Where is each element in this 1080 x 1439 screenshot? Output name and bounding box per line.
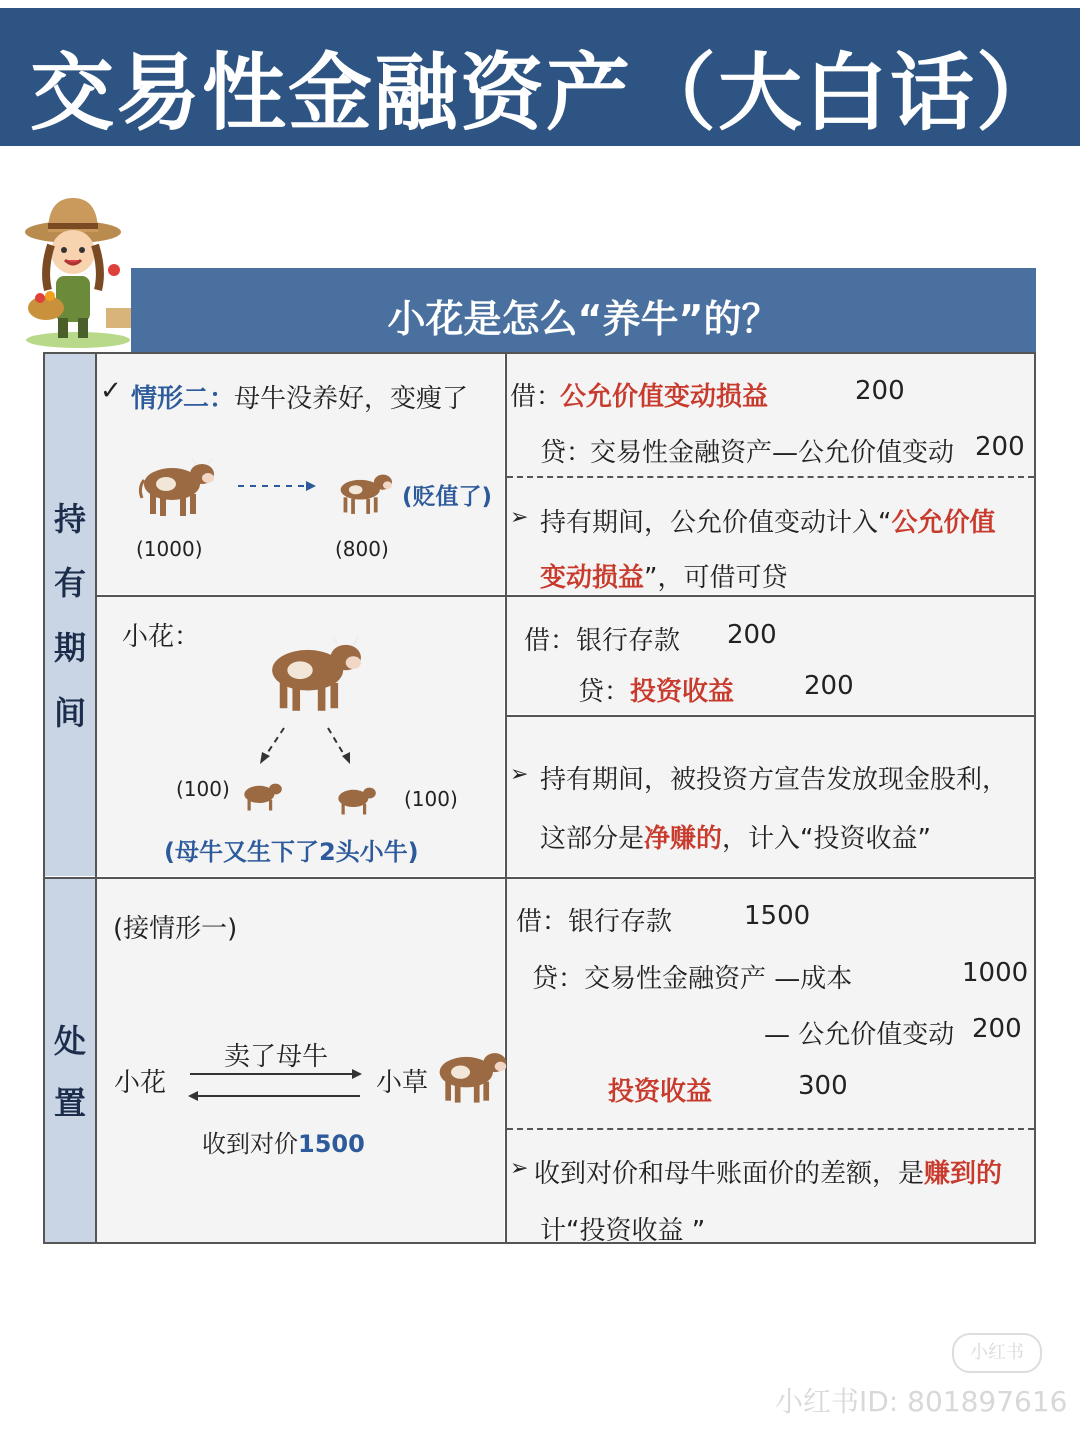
dashed-divider <box>507 476 1034 478</box>
sale-action: 卖了母牛 <box>224 1042 329 1072</box>
page-title: 交易性金融资产（大白话） <box>30 44 1063 142</box>
credit3-amount: 300 <box>798 1071 848 1101</box>
credit2-account: — 公允价值变动 <box>764 1020 955 1050</box>
credit-prefix: 贷： <box>532 964 585 994</box>
calf-left-value: (100) <box>176 777 230 801</box>
debit-prefix: 借： <box>524 626 577 656</box>
dashed-arrow-icon <box>236 478 318 494</box>
debit-prefix: 借： <box>516 907 569 937</box>
calf-icon <box>240 778 284 814</box>
credit-account: 投资收益 <box>630 677 735 707</box>
credit-amount: 200 <box>804 671 854 701</box>
explain-line: 变动损益”，可借可贷 <box>540 563 788 593</box>
explain-line: 这部分是净赚的，计入“投资收益” <box>540 824 931 854</box>
divider <box>95 595 1036 597</box>
thin-cow-icon <box>333 466 395 518</box>
explain-line: 持有期间，被投资方宣告发放现金股利， <box>540 765 1009 795</box>
debit-account: 银行存款 <box>576 626 681 656</box>
credit-account: 交易性金融资产 —成本 <box>584 964 853 994</box>
buyer-label: 小草 <box>376 1068 429 1098</box>
check-icon: ✓ <box>100 376 122 406</box>
debit-account: 公允价值变动损益 <box>560 382 769 412</box>
debit-prefix: 借： <box>510 382 563 412</box>
watermark-id: 小红书ID: 801897616 <box>775 1385 1068 1418</box>
credit-amount: 1000 <box>962 958 1029 988</box>
divider <box>95 352 97 1244</box>
calves-caption: (母牛又生下了2头小牛) <box>164 838 419 866</box>
seller-label: 小花 <box>114 1068 167 1098</box>
watermark-badge: 小红书 <box>952 1333 1042 1373</box>
debit-amount: 1500 <box>744 901 811 931</box>
divider <box>505 352 507 1244</box>
explain-line: 持有期间，公允价值变动计入“公允价值 <box>540 508 996 538</box>
side-label-char: 持 <box>53 500 86 538</box>
received-line: 收到对价1500 <box>202 1130 365 1158</box>
explain-line: 收到对价和母牛账面价的差额，是赚到的 <box>534 1159 1003 1189</box>
side-label-char: 处 <box>53 1022 86 1060</box>
credit-prefix: 贷： <box>540 438 593 468</box>
side-holding-period <box>45 354 95 876</box>
credit-amount: 200 <box>975 432 1025 462</box>
credit-prefix: 贷： <box>578 677 631 707</box>
divider <box>43 877 1036 879</box>
cow-value-after: (800) <box>335 537 389 561</box>
exchange-arrows-icon <box>184 1064 366 1104</box>
cow-icon <box>136 454 218 520</box>
calf-icon <box>334 782 378 818</box>
dashed-divider <box>507 1128 1034 1130</box>
debit-account: 银行存款 <box>568 907 673 937</box>
side-disposal <box>45 879 95 1242</box>
title-banner <box>0 8 1080 146</box>
calf-right-value: (100) <box>404 787 458 811</box>
depreciation-note: (贬值了) <box>402 484 493 510</box>
farmer-girl-illustration <box>18 190 138 350</box>
case2-description: 母牛没养好，变瘦了 <box>234 384 469 414</box>
debit-amount: 200 <box>855 376 905 406</box>
mother-cow-icon <box>262 632 366 716</box>
split-arrows-icon <box>256 724 356 766</box>
credit2-amount: 200 <box>972 1014 1022 1044</box>
owner-label: 小花： <box>122 622 201 652</box>
table-header <box>131 268 1036 352</box>
cow-value-before: (1000) <box>136 537 203 561</box>
debit-amount: 200 <box>727 620 777 650</box>
case2-heading: 情形二： <box>131 384 236 414</box>
side-label-char: 置 <box>53 1084 86 1122</box>
side-label-char: 间 <box>53 694 86 732</box>
divider <box>505 715 1036 717</box>
continue-note: (接情形一) <box>113 914 238 944</box>
credit-account: 交易性金融资产—公允价值变动 <box>590 438 955 468</box>
side-label-char: 有 <box>53 564 86 602</box>
cow-icon <box>432 1042 510 1108</box>
bullet-arrow-icon: ➢ <box>510 1156 529 1181</box>
bullet-arrow-icon: ➢ <box>510 505 529 530</box>
side-label-char: 期 <box>53 629 86 667</box>
explain-line: 计“投资收益 ” <box>540 1216 706 1246</box>
table-title: 小花是怎么“养牛”的？ <box>387 297 780 341</box>
credit3-account: 投资收益 <box>608 1077 713 1107</box>
bullet-arrow-icon: ➢ <box>510 762 529 787</box>
